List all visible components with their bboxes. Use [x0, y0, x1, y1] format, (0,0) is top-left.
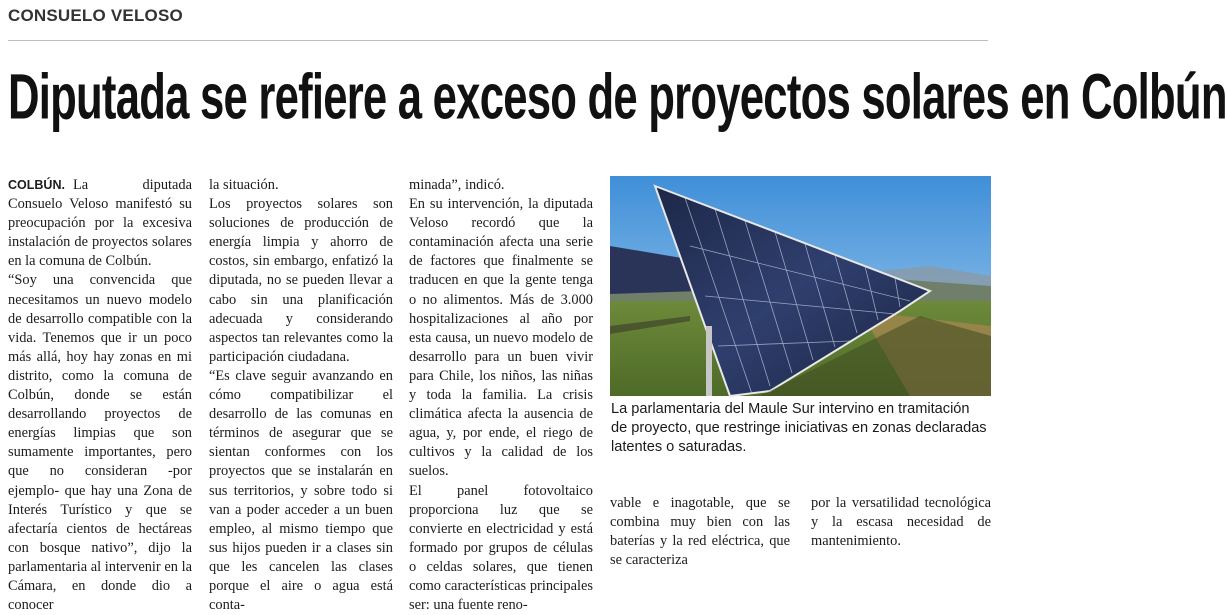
article-column-5 [811, 494, 991, 553]
lead-text: La diputada Consuelo Veloso manifestó su preocupación por la excesiva instalación de proyectos solares en la comuna de Colbún. [8, 177, 192, 269]
article-column-3 [409, 176, 593, 553]
photo-caption: La parlamentaria del Maule Sur intervino en tramitación de proyecto, que restringe iniciativas en zonas declaradas latentes o saturadas. [611, 400, 989, 457]
header-divider [8, 40, 988, 41]
paragraph: minada”, indicó. [409, 176, 593, 195]
article-column-2 [209, 176, 393, 553]
article-column-4 [610, 494, 790, 553]
dateline: COLBÚN. [8, 178, 65, 192]
paragraph: “Es clave seguir avanzando en cómo compatibilizar el desarrollo de las comunas en términos de asegurar que se sientan conformes con los proyectos que se instalarán en sus territorios, y sobre todo si van a poder acceder a un buen empleo, al mismo tiempo que sus hijos pueden ir a clases sin que les cancelen las clases porque el aire o agua está conta- [209, 367, 393, 615]
lead-paragraph [8, 176, 192, 271]
solar-panels-photo [610, 176, 991, 396]
paragraph: El panel fotovoltaico proporciona luz que se convierte en electricidad y está formado por grupos de células o celdas solares, que tienen como características principales ser: una fuente reno- [409, 482, 593, 615]
paragraph: por la versatilidad tecnológica y la escasa necesidad de mantenimiento. [811, 494, 991, 551]
paragraph: vable e inagotable, que se combina muy bien con las baterías y la red eléctrica, que se caracteriza [610, 494, 790, 570]
paragraph: En su intervención, la diputada Veloso recordó que la contaminación afecta una serie de factores que finalmente se traducen en que la gente tenga o no alimentos. Más de 3.000 hospitalizaciones al año por esta causa, un nuevo modelo de desarrollo para un buen vivir para Chile, los niños, las niñas y toda la familia. La crisis climática afecta la ausencia de agua, y, por ende, el riego de cultivos y la calidad de los suelos. [409, 195, 593, 481]
paragraph: la situación. [209, 176, 393, 195]
article-column-1 [8, 176, 192, 553]
paragraph: Los proyectos solares son soluciones de producción de energía limpia y ahorro de costos, sin embargo, enfatizó la diputada, no se pueden llevar a cabo sin una planificación adecuada y considerando aspectos tan relevantes como la participación ciudadana. [209, 195, 393, 367]
article-headline: Diputada se refiere a exceso de proyectos solares en Colbún [8, 60, 776, 134]
quote-paragraph: “Soy una convencida que necesitamos un nuevo modelo de desarrollo compatible con la vida. Tenemos que ir un poco más allá, hoy hay zonas en mi distrito, como la comuna de Colbún, donde se están desarrollando proyectos de energías limpias que son sumamente importantes, pero que no consideran -por ejemplo- que hay una Zona de Interés Turístico y que se afectaría cientos de hectáreas con bosque nativo”, dijo la parlamentaria al intervenir en la Cámara, en donde dio a conocer [8, 271, 192, 615]
author-section-label: CONSUELO VELOSO [8, 6, 183, 26]
